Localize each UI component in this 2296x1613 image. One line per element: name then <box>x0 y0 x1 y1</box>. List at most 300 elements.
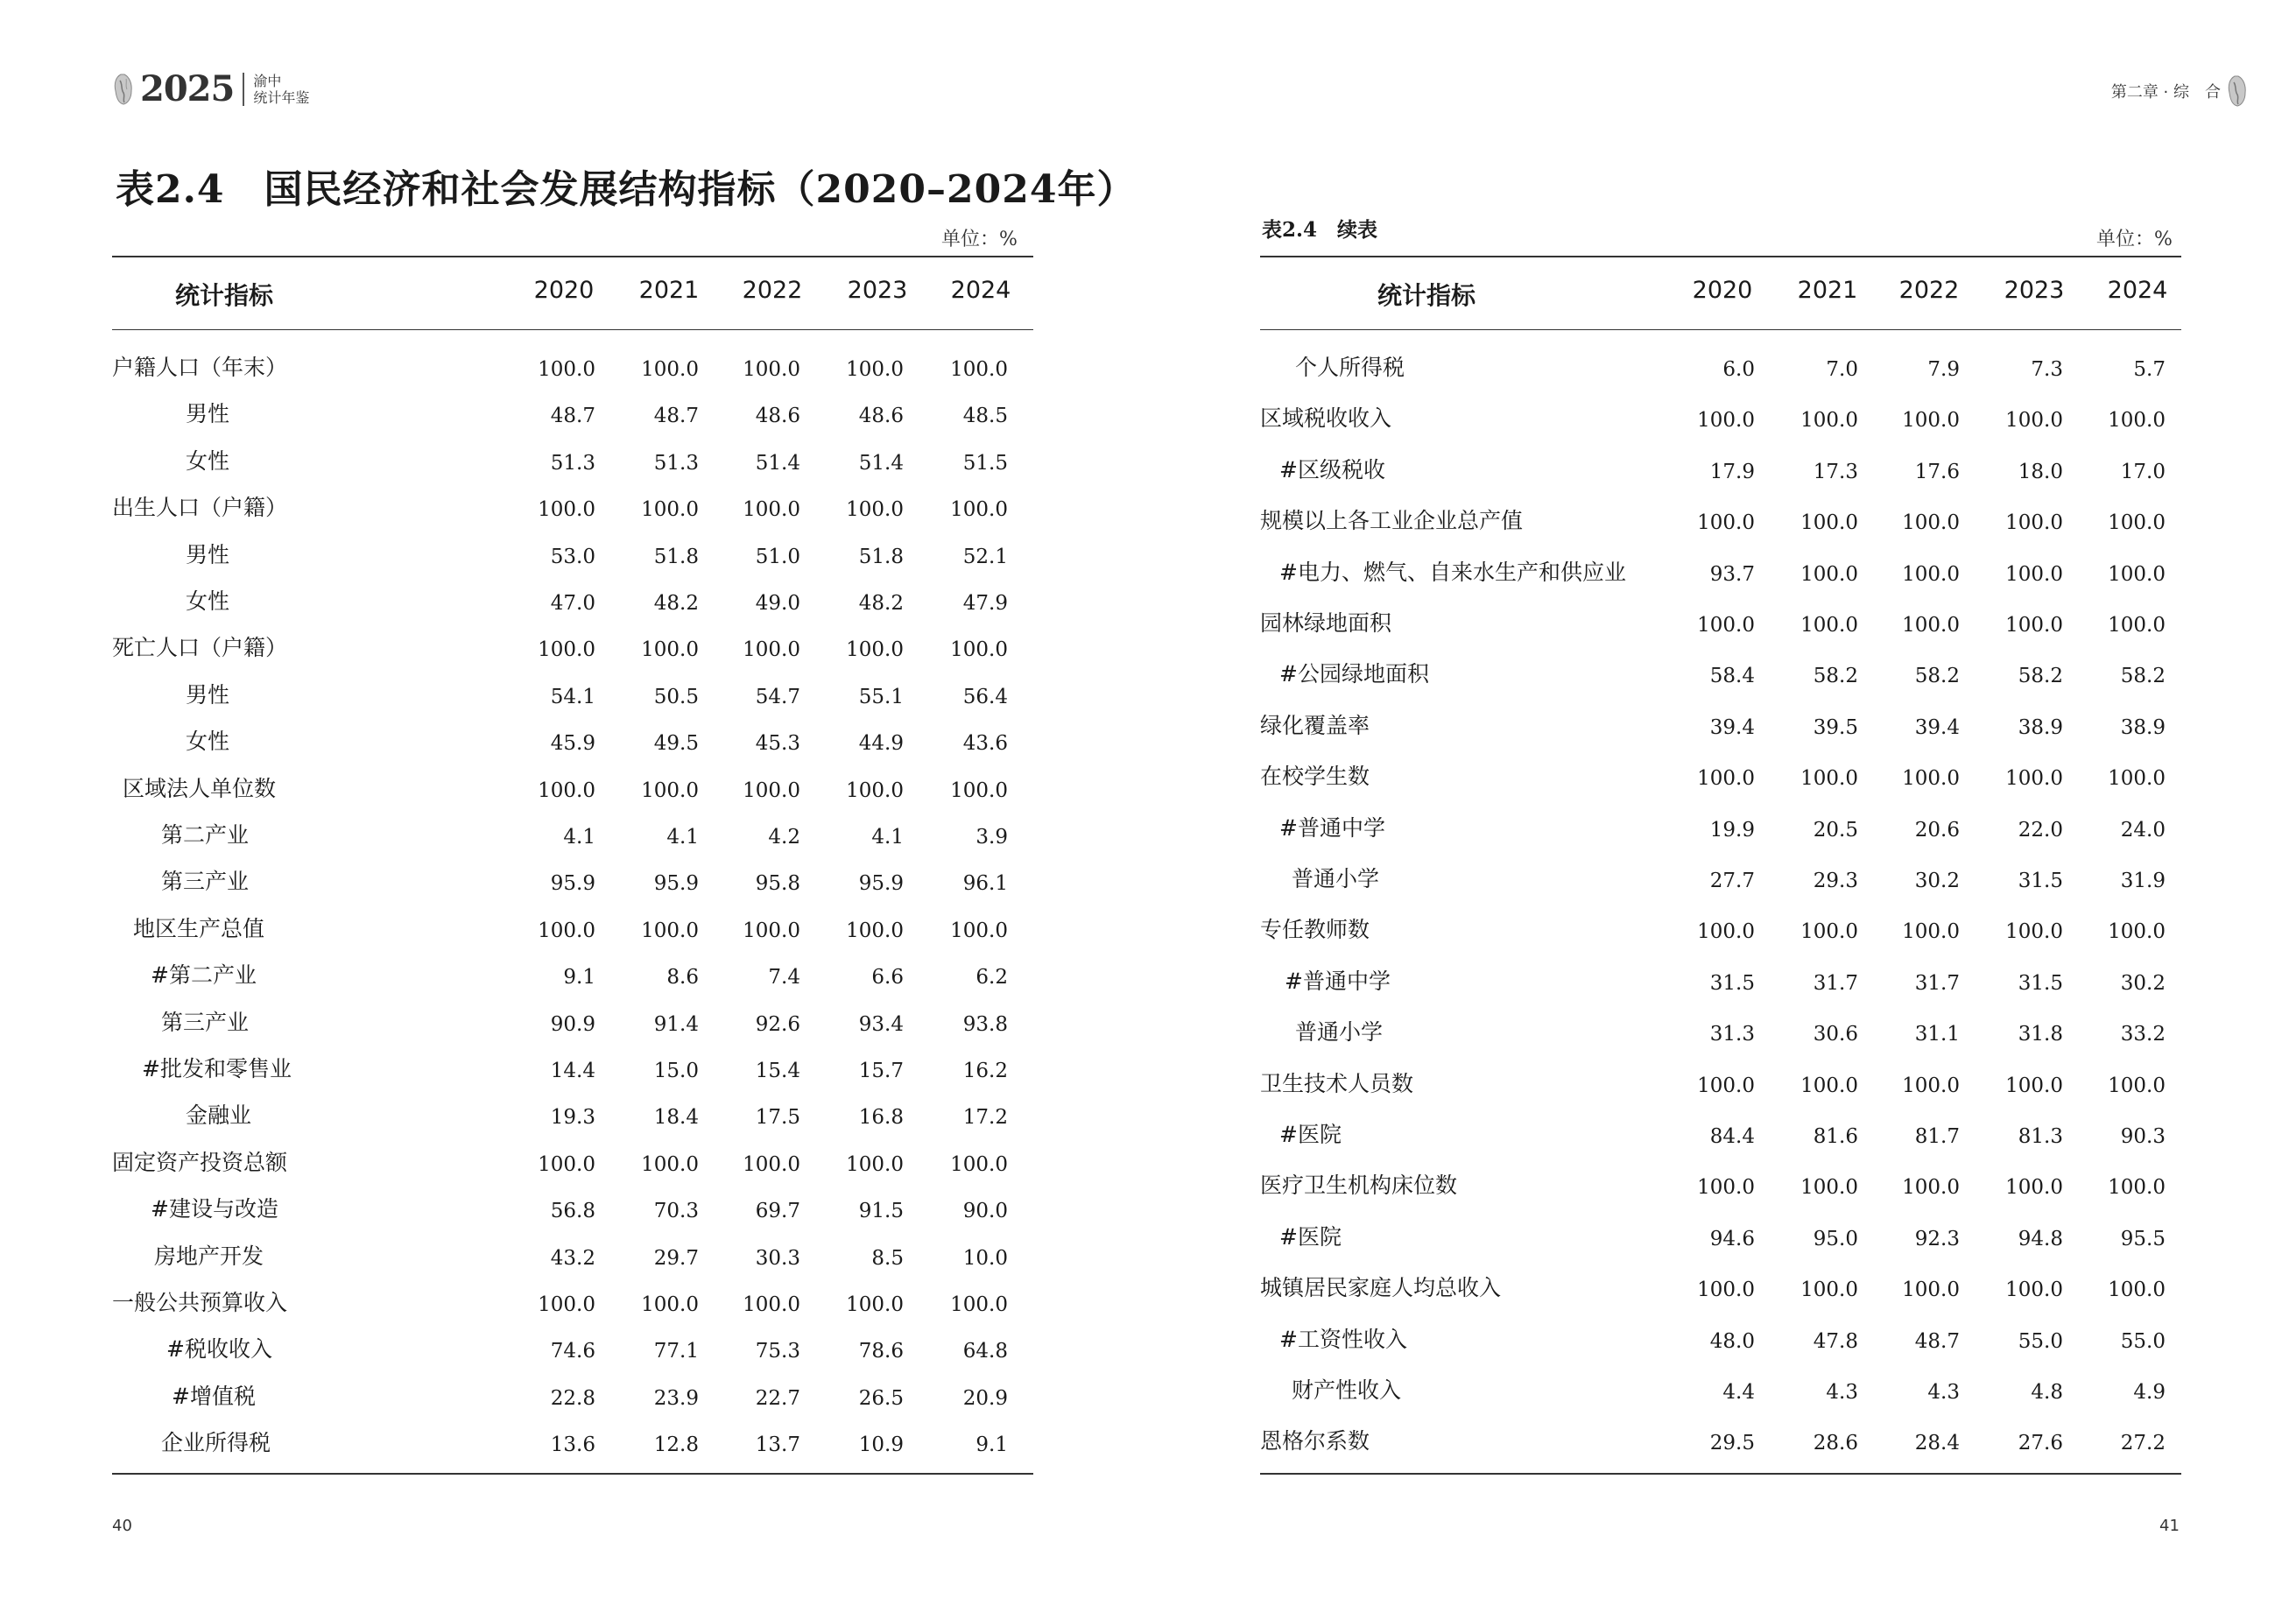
row-label: 第二产业 <box>161 822 250 848</box>
cell-value: 56.8 <box>550 1200 595 1223</box>
row-label: #增值税 <box>172 1383 256 1409</box>
row-label: #医院 <box>1279 1122 1342 1147</box>
cell-value: 30.2 <box>1914 870 1960 892</box>
table-row <box>112 1145 1033 1180</box>
cell-value: 17.5 <box>755 1106 800 1130</box>
cell-value: 51.8 <box>858 545 904 568</box>
cell-value: 48.6 <box>755 405 800 428</box>
cell-value: 100.0 <box>2108 409 2166 433</box>
cell-value: 58.4 <box>1709 665 1755 688</box>
cell-value: 48.7 <box>550 405 595 428</box>
row-label: 一般公共预算收入 <box>112 1290 288 1315</box>
cell-value: 5.7 <box>2133 358 2166 381</box>
cell-value: 9.1 <box>563 966 595 990</box>
logo-subtitle-line1: 渝中 <box>253 72 282 89</box>
cell-value: 100.0 <box>743 919 800 942</box>
cell-value: 100.0 <box>1800 920 1858 944</box>
table-row <box>1260 657 2181 692</box>
cell-value: 51.4 <box>858 451 904 475</box>
cell-value: 90.9 <box>550 1012 595 1036</box>
cell-value: 100.0 <box>950 498 1008 522</box>
table-row <box>112 678 1033 713</box>
cell-value: 13.7 <box>755 1433 800 1457</box>
cell-value: 6.0 <box>1722 358 1755 381</box>
cell-value: 48.6 <box>858 405 904 428</box>
cell-value: 100.0 <box>2108 1176 2166 1200</box>
cell-value: 58.2 <box>2120 665 2166 688</box>
cell-value: 49.5 <box>653 732 699 756</box>
cell-value: 100.0 <box>743 498 800 522</box>
table-header <box>1260 277 2181 312</box>
cell-value: 8.6 <box>666 966 699 990</box>
cell-value: 81.6 <box>1813 1125 1858 1148</box>
table-row <box>1260 401 2181 436</box>
cell-value: 10.0 <box>962 1246 1008 1270</box>
cell-value: 100.0 <box>538 498 595 522</box>
table-row <box>1260 1015 2181 1050</box>
cell-value: 44.9 <box>858 732 904 756</box>
cell-value: 38.9 <box>2120 715 2166 739</box>
cell-value: 100.0 <box>2108 562 2166 586</box>
cell-value: 43.6 <box>962 732 1008 756</box>
table-row <box>112 538 1033 573</box>
chapter-header <box>2111 74 2249 109</box>
table-row <box>1260 1271 2181 1306</box>
table-body <box>112 350 1033 1462</box>
cell-value: 4.3 <box>1826 1381 1858 1404</box>
table-row <box>112 912 1033 947</box>
cell-value: 93.8 <box>962 1012 1008 1036</box>
row-label: #区级税收 <box>1279 456 1385 482</box>
table-bottom-rule <box>1260 1473 2181 1475</box>
cell-value: 49.0 <box>755 592 800 615</box>
cell-value: 29.5 <box>1709 1432 1755 1455</box>
table-row <box>112 350 1033 385</box>
cell-value: 95.9 <box>858 872 904 896</box>
cell-value: 100.0 <box>2005 1074 2063 1097</box>
cell-value: 90.3 <box>2120 1125 2166 1148</box>
cell-value: 100.0 <box>950 358 1008 381</box>
cell-value: 100.0 <box>538 778 595 802</box>
table-row <box>1260 350 2181 385</box>
logo-year: 2025 <box>140 68 235 109</box>
cell-value: 55.1 <box>858 685 904 708</box>
cell-value: 8.5 <box>871 1246 904 1270</box>
row-label: #工资性收入 <box>1279 1326 1407 1352</box>
table-row <box>112 584 1033 619</box>
cell-value: 51.3 <box>550 451 595 475</box>
table-row <box>1260 1067 2181 1102</box>
row-label: #税收收入 <box>166 1336 272 1363</box>
cell-value: 93.4 <box>858 1012 904 1036</box>
cell-value: 100.0 <box>641 638 699 662</box>
cell-value: 100.0 <box>2005 1278 2063 1302</box>
row-label: 男性 <box>186 681 230 708</box>
row-label: #第二产业 <box>151 962 257 989</box>
table-row <box>1260 606 2181 641</box>
cell-value: 27.7 <box>1709 870 1755 892</box>
cell-value: 77.1 <box>653 1340 699 1363</box>
table-row <box>1260 862 2181 897</box>
cell-value: 100.0 <box>538 1152 595 1176</box>
cell-value: 20.5 <box>1813 818 1858 842</box>
continued-table-title: 表2.4 续表 <box>1262 218 1378 242</box>
cell-value: 17.0 <box>2120 460 2166 483</box>
cell-value: 100.0 <box>538 1293 595 1316</box>
row-label: 金融业 <box>186 1102 252 1129</box>
cell-value: 23.9 <box>653 1386 699 1410</box>
cell-value: 100.0 <box>538 638 595 662</box>
cell-value: 54.7 <box>755 685 800 708</box>
cell-value: 31.7 <box>1813 971 1858 995</box>
cell-value: 51.4 <box>755 451 800 475</box>
cell-value: 90.0 <box>962 1200 1008 1223</box>
header-year-2020: 2020 <box>1692 277 1753 304</box>
cell-value: 100.0 <box>1697 1278 1755 1302</box>
row-label: 男性 <box>186 401 230 427</box>
cell-value: 100.0 <box>846 1152 904 1176</box>
cell-value: 39.4 <box>1709 715 1755 739</box>
header-indicator: 统计指标 <box>175 281 274 310</box>
cell-value: 15.7 <box>858 1060 904 1082</box>
cell-value: 100.0 <box>1697 920 1755 944</box>
cell-value: 100.0 <box>743 638 800 662</box>
cell-value: 47.9 <box>962 592 1008 615</box>
cell-value: 100.0 <box>2005 562 2063 586</box>
table-row <box>112 1098 1033 1133</box>
cell-value: 100.0 <box>2108 511 2166 535</box>
cell-value: 22.0 <box>2018 818 2063 842</box>
row-label: 区域税收收入 <box>1260 405 1392 432</box>
row-label: 恩格尔系数 <box>1260 1428 1370 1455</box>
row-label: #普通中学 <box>1279 814 1385 841</box>
cell-value: 19.9 <box>1709 818 1755 842</box>
header-year-2020: 2020 <box>533 277 595 304</box>
cell-value: 31.9 <box>2120 870 2166 892</box>
cell-value: 58.2 <box>1813 665 1858 688</box>
cell-value: 51.3 <box>653 451 699 475</box>
header-year-2024: 2024 <box>950 277 1011 304</box>
cell-value: 48.2 <box>653 592 699 615</box>
cell-value: 100.0 <box>2005 920 2063 944</box>
cell-value: 48.5 <box>962 405 1008 428</box>
cell-value: 16.8 <box>858 1106 904 1130</box>
row-label: 第三产业 <box>161 869 250 895</box>
cell-value: 100.0 <box>743 1293 800 1316</box>
cell-value: 55.0 <box>2120 1329 2166 1353</box>
cell-value: 100.0 <box>1902 1278 1960 1302</box>
cell-value: 4.9 <box>2133 1381 2166 1404</box>
cell-value: 100.0 <box>1902 1074 1960 1097</box>
cell-value: 100.0 <box>641 358 699 381</box>
cell-value: 100.0 <box>1902 409 1960 433</box>
row-label: 户籍人口（年末） <box>112 355 288 380</box>
cell-value: 91.5 <box>858 1200 904 1223</box>
cell-value: 51.8 <box>653 545 699 568</box>
cell-value: 100.0 <box>641 919 699 942</box>
cell-value: 100.0 <box>2108 614 2166 637</box>
table-row <box>1260 811 2181 846</box>
row-label: 固定资产投资总额 <box>112 1149 288 1175</box>
row-label: #医院 <box>1279 1223 1342 1250</box>
cell-value: 100.0 <box>1800 767 1858 791</box>
cell-value: 100.0 <box>1800 562 1858 586</box>
cell-value: 93.7 <box>1709 562 1755 586</box>
cell-value: 100.0 <box>1902 1176 1960 1200</box>
cell-value: 6.6 <box>871 966 904 990</box>
page-number: 41 <box>2159 1517 2180 1535</box>
cell-value: 56.4 <box>962 685 1008 708</box>
table-row <box>112 864 1033 899</box>
cell-value: 22.8 <box>550 1386 595 1410</box>
cell-value: 100.0 <box>950 919 1008 942</box>
cell-value: 64.8 <box>962 1340 1008 1363</box>
table-top-rule <box>1260 256 2181 257</box>
table-header-rule <box>112 329 1033 330</box>
cell-value: 78.6 <box>858 1340 904 1363</box>
table-top-rule <box>112 256 1033 257</box>
cell-value: 70.3 <box>653 1200 699 1223</box>
cell-value: 100.0 <box>950 638 1008 662</box>
row-label: 死亡人口（户籍） <box>112 635 288 661</box>
cell-value: 30.2 <box>2120 971 2166 995</box>
row-label: 企业所得税 <box>161 1430 271 1456</box>
row-label: 财产性收入 <box>1292 1377 1402 1403</box>
cell-value: 51.0 <box>755 545 800 568</box>
cell-value: 95.0 <box>1813 1227 1858 1250</box>
cell-value: 100.0 <box>846 778 904 802</box>
cell-value: 100.0 <box>1800 1074 1858 1097</box>
row-label: #普通中学 <box>1285 968 1391 994</box>
cell-value: 31.1 <box>1914 1023 1960 1046</box>
cell-value: 26.5 <box>858 1386 904 1410</box>
cell-value: 47.0 <box>550 592 595 615</box>
cell-value: 100.0 <box>846 358 904 381</box>
row-label: 男性 <box>186 541 230 567</box>
cell-value: 12.8 <box>653 1433 699 1457</box>
cell-value: 100.0 <box>1902 767 1960 791</box>
row-label: 专任教师数 <box>1260 917 1370 943</box>
cell-value: 38.9 <box>2018 715 2063 739</box>
cell-value: 95.9 <box>653 872 699 896</box>
cell-value: 100.0 <box>846 919 904 942</box>
cell-value: 53.0 <box>550 545 595 568</box>
cell-value: 94.8 <box>2018 1227 2063 1250</box>
cell-value: 16.2 <box>962 1060 1008 1082</box>
cell-value: 22.7 <box>755 1386 800 1410</box>
cell-value: 51.5 <box>962 451 1008 475</box>
cell-value: 95.8 <box>755 872 800 896</box>
cell-value: 33.2 <box>2120 1023 2166 1046</box>
table-row <box>112 1332 1033 1367</box>
cell-value: 7.4 <box>768 966 800 990</box>
cell-value: 31.5 <box>2018 971 2063 995</box>
cell-value: 100.0 <box>950 1293 1008 1316</box>
cell-value: 100.0 <box>1697 409 1755 433</box>
cell-value: 94.6 <box>1709 1227 1755 1250</box>
unit-label: 单位：% <box>941 229 1018 250</box>
logo-emblem-icon <box>2226 74 2249 109</box>
cell-value: 100.0 <box>950 1152 1008 1176</box>
cell-value: 10.9 <box>858 1433 904 1457</box>
right-page <box>1148 0 2296 1613</box>
table-row <box>1260 1117 2181 1152</box>
cell-value: 4.1 <box>563 826 595 849</box>
logo-subtitle-line2: 统计年鉴 <box>253 88 310 106</box>
cell-value: 100.0 <box>538 358 595 381</box>
cell-value: 4.8 <box>2031 1381 2063 1404</box>
cell-value: 100.0 <box>1800 614 1858 637</box>
cell-value: 100.0 <box>846 1293 904 1316</box>
row-label: 园林绿地面积 <box>1260 610 1392 636</box>
cell-value: 24.0 <box>2120 818 2166 842</box>
cell-value: 100.0 <box>1800 409 1858 433</box>
cell-value: 100.0 <box>950 778 1008 802</box>
table-row <box>112 1426 1033 1461</box>
cell-value: 100.0 <box>1902 511 1960 535</box>
table-row <box>112 771 1033 806</box>
table-title: 表2.4 国民经济和社会发展结构指标（2020–2024年） <box>116 167 1137 212</box>
row-label: 普通小学 <box>1292 866 1380 891</box>
row-label: 女性 <box>186 447 230 474</box>
table-bottom-rule <box>112 1473 1033 1475</box>
table-row <box>112 1285 1033 1321</box>
cell-value: 100.0 <box>1697 1176 1755 1200</box>
cell-value: 100.0 <box>1800 511 1858 535</box>
cell-value: 4.1 <box>871 826 904 849</box>
row-label: 女性 <box>186 729 230 755</box>
cell-value: 29.7 <box>653 1246 699 1270</box>
cell-value: 96.1 <box>962 872 1008 896</box>
row-label: 个人所得税 <box>1295 355 1405 380</box>
row-label: 区域法人单位数 <box>123 775 277 801</box>
table-row <box>112 490 1033 525</box>
cell-value: 69.7 <box>755 1200 800 1223</box>
cell-value: 100.0 <box>2108 767 2166 791</box>
header-year-2022: 2022 <box>742 277 803 304</box>
cell-value: 50.5 <box>653 685 699 708</box>
header-indicator: 统计指标 <box>1377 281 1476 310</box>
cell-value: 100.0 <box>2005 1176 2063 1200</box>
cell-value: 4.1 <box>666 826 699 849</box>
cell-value: 18.0 <box>2018 460 2063 483</box>
table-row <box>1260 555 2181 590</box>
cell-value: 17.2 <box>962 1106 1008 1130</box>
logo-separator <box>243 73 244 106</box>
cell-value: 81.7 <box>1914 1125 1960 1148</box>
cell-value: 48.2 <box>858 592 904 615</box>
cell-value: 100.0 <box>641 498 699 522</box>
table-row <box>112 397 1033 432</box>
table-row <box>112 1052 1033 1087</box>
cell-value: 17.3 <box>1813 460 1858 483</box>
cell-value: 100.0 <box>641 1293 699 1316</box>
cell-value: 58.2 <box>2018 665 2063 688</box>
row-label: 绿化覆盖率 <box>1260 712 1370 738</box>
cell-value: 100.0 <box>846 498 904 522</box>
cell-value: 58.2 <box>1914 665 1960 688</box>
cell-value: 95.5 <box>2120 1227 2166 1250</box>
cell-value: 100.0 <box>2108 1278 2166 1302</box>
cell-value: 31.5 <box>1709 971 1755 995</box>
cell-value: 45.9 <box>550 732 595 756</box>
chapter-label: 第二章 · 综 合 <box>2110 83 2221 102</box>
cell-value: 100.0 <box>641 778 699 802</box>
table-row <box>112 1239 1033 1274</box>
table-header-rule <box>1260 329 2181 330</box>
cell-value: 20.9 <box>962 1386 1008 1410</box>
cell-value: 13.6 <box>550 1433 595 1457</box>
cell-value: 100.0 <box>846 638 904 662</box>
table-row <box>112 1192 1033 1227</box>
row-label: #批发和零售业 <box>142 1056 292 1081</box>
cell-value: 28.6 <box>1813 1432 1858 1455</box>
table-row <box>1260 759 2181 794</box>
cell-value: 91.4 <box>653 1012 699 1036</box>
row-label: 卫生技术人员数 <box>1260 1070 1414 1096</box>
cell-value: 17.6 <box>1914 460 1960 483</box>
cell-value: 14.4 <box>550 1060 595 1082</box>
cell-value: 4.2 <box>768 826 800 849</box>
cell-value: 9.1 <box>975 1433 1008 1457</box>
cell-value: 100.0 <box>743 778 800 802</box>
row-label: 地区生产总值 <box>133 915 265 941</box>
cell-value: 95.9 <box>550 872 595 896</box>
cell-value: 39.4 <box>1914 715 1960 739</box>
cell-value: 100.0 <box>1800 1176 1858 1200</box>
table-row <box>1260 964 2181 999</box>
cell-value: 29.3 <box>1813 870 1858 892</box>
header-year-2022: 2022 <box>1898 277 1960 304</box>
cell-value: 100.0 <box>743 358 800 381</box>
table-row <box>1260 453 2181 488</box>
cell-value: 100.0 <box>1697 511 1755 535</box>
cell-value: 6.2 <box>975 966 1008 990</box>
cell-value: 28.4 <box>1914 1432 1960 1455</box>
cell-value: 17.9 <box>1709 460 1755 483</box>
table-row <box>112 630 1033 666</box>
table-header <box>112 277 1033 312</box>
cell-value: 100.0 <box>1697 614 1755 637</box>
row-label: 出生人口（户籍） <box>112 495 288 521</box>
cell-value: 100.0 <box>2005 767 2063 791</box>
cell-value: 54.1 <box>550 685 595 708</box>
cell-value: 27.2 <box>2120 1432 2166 1455</box>
cell-value: 100.0 <box>2005 614 2063 637</box>
cell-value: 7.9 <box>1927 358 1960 381</box>
table-row <box>112 958 1033 993</box>
table-row <box>1260 1322 2181 1357</box>
row-label: 普通小学 <box>1295 1019 1384 1046</box>
cell-value: 15.0 <box>653 1060 699 1082</box>
row-label: 女性 <box>186 588 230 614</box>
cell-value: 100.0 <box>1697 1074 1755 1097</box>
cell-value: 52.1 <box>962 545 1008 568</box>
cell-value: 100.0 <box>641 1152 699 1176</box>
cell-value: 4.3 <box>1927 1381 1960 1404</box>
row-label: 房地产开发 <box>154 1243 264 1269</box>
cell-value: 31.3 <box>1709 1023 1755 1046</box>
table-row <box>1260 1424 2181 1459</box>
cell-value: 31.8 <box>2018 1023 2063 1046</box>
cell-value: 48.7 <box>653 405 699 428</box>
row-label: 规模以上各工业企业总产值 <box>1260 508 1524 534</box>
row-label: 第三产业 <box>161 1009 250 1035</box>
table-row <box>1260 1220 2181 1255</box>
cell-value: 20.6 <box>1914 818 1960 842</box>
table-row <box>1260 1168 2181 1203</box>
table-row <box>112 818 1033 853</box>
